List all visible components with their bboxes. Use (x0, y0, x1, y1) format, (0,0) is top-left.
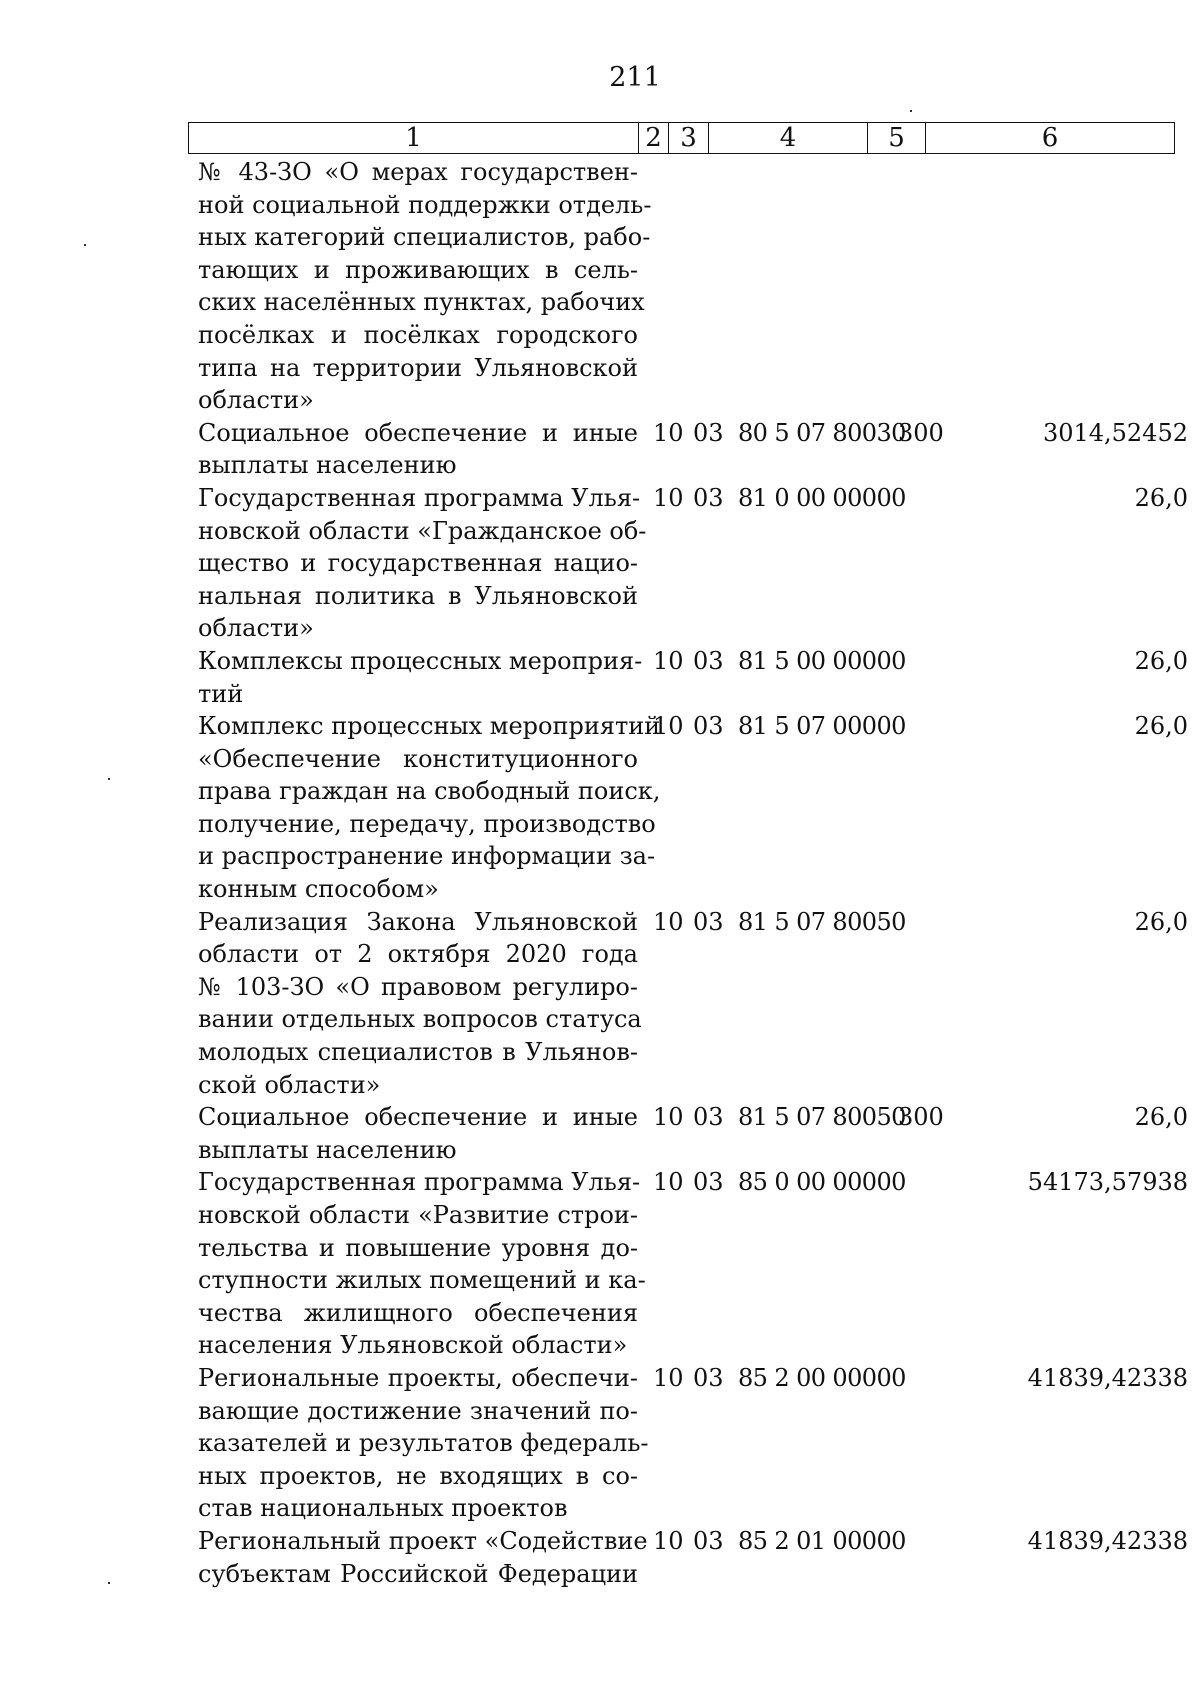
row-description-line: став национальных проектов (198, 1494, 568, 1523)
row-description-line: № 103-ЗО «О правовом регулиро- (198, 972, 638, 1001)
row-description (198, 645, 643, 710)
row-description-line: тающих и проживающих в сель- (198, 255, 638, 284)
table-row (198, 1525, 1188, 1590)
row-description-line: Региональные проекты, обеспечи- (198, 1363, 638, 1392)
row-description (198, 1101, 638, 1166)
scan-speck (108, 1582, 110, 1584)
table-row (198, 156, 1188, 417)
row-description (198, 906, 642, 1102)
page-number: 211 (609, 62, 661, 93)
column-header-6: 6 (926, 123, 1175, 154)
amount: 26,0 (1134, 483, 1188, 512)
row-description-line: Комплексы процессных мероприя- (198, 646, 643, 675)
section-code: 10 (653, 1103, 684, 1132)
row-description-line: казателей и результатов федераль- (198, 1429, 649, 1458)
section-code: 10 (653, 907, 684, 936)
section-code: 10 (653, 418, 684, 447)
section-code: 10 (653, 1363, 684, 1392)
row-description-line: Государственная программа Улья- (198, 1168, 641, 1197)
subsection-code: 03 (693, 1103, 724, 1132)
subsection-code: 03 (693, 646, 724, 675)
row-description-line: Комплекс процессных мероприятий (198, 712, 661, 741)
subsection-code: 03 (693, 483, 724, 512)
row-description (198, 710, 661, 906)
scan-speck (910, 110, 912, 112)
scan-speck (84, 244, 86, 246)
row-description (198, 1166, 646, 1362)
row-description (198, 417, 638, 482)
row-description-line: конным способом» (198, 875, 439, 904)
row-description-line: ступности жилых помещений и ка- (198, 1266, 646, 1295)
row-description-line: области» (198, 386, 314, 415)
row-description (198, 156, 652, 417)
row-description-line: № 43-ЗО «О мерах государствен- (198, 158, 638, 186)
amount: 26,0 (1134, 907, 1188, 936)
section-code: 10 (653, 712, 684, 741)
row-description-line: молодых специалистов в Ульянов- (198, 1038, 638, 1067)
column-header-5: 5 (868, 123, 926, 154)
section-code: 10 (653, 483, 684, 512)
subsection-code: 03 (693, 712, 724, 741)
row-description-line: щество и государственная нацио- (198, 549, 638, 578)
row-description-line: права граждан на свободный поиск, (198, 777, 661, 806)
subsection-code: 03 (693, 1363, 724, 1392)
table-row (198, 482, 1188, 645)
row-description-line: ских населённых пунктах, рабочих (198, 288, 645, 317)
row-description-line: выплаты населению (198, 1135, 457, 1164)
amount: 26,0 (1134, 1103, 1188, 1132)
row-description-line: Реализация Закона Ульяновской (198, 907, 638, 936)
row-description-line: вании отдельных вопросов статуса (198, 1005, 642, 1034)
amount: 41839,42338 (1027, 1526, 1188, 1555)
column-header-table (188, 122, 1175, 154)
subsection-code: 03 (693, 418, 724, 447)
row-description-line: получение, передачу, производство (198, 809, 656, 838)
section-code: 10 (653, 1168, 684, 1197)
target-article-code: 81 5 00 00000 (738, 646, 906, 675)
section-code: 10 (653, 1526, 684, 1555)
row-description-line: тельства и повышение уровня до- (198, 1233, 638, 1262)
target-article-code: 85 2 00 00000 (738, 1363, 906, 1392)
subsection-code: 03 (693, 1168, 724, 1197)
row-description-line: выплаты населению (198, 451, 457, 480)
target-article-code: 85 0 00 00000 (738, 1168, 906, 1197)
subsection-code: 03 (693, 1526, 724, 1555)
column-header-row (189, 123, 1175, 154)
row-description-line: «Обеспечение конституционного (198, 744, 638, 773)
scan-speck (108, 778, 110, 780)
row-description-line: Региональный проект «Содействие (198, 1526, 648, 1555)
row-description-line: вающие достижение значений по- (198, 1396, 638, 1425)
table-row (198, 1166, 1188, 1362)
row-description-line: чества жилищного обеспечения (198, 1298, 638, 1327)
row-description (198, 482, 647, 645)
expense-type-code: 300 (898, 418, 944, 447)
row-description-line: тий (198, 679, 244, 708)
row-description-line: населения Ульяновской области» (198, 1331, 628, 1360)
row-description-line: и распространение информации за- (198, 842, 656, 871)
row-description-line: типа на территории Ульяновской (198, 353, 638, 382)
row-description-line: нальная политика в Ульяновской (198, 581, 638, 610)
table-row (198, 1101, 1188, 1166)
target-article-code: 81 5 07 80050 (738, 907, 906, 936)
row-description-line: ской области» (198, 1070, 381, 1099)
row-description-line: ных категорий специалистов, рабо- (198, 223, 651, 252)
row-description-line: новской области «Развитие строи- (198, 1201, 638, 1229)
row-description-line: Социальное обеспечение и иные (198, 1103, 638, 1132)
table-row (198, 906, 1188, 1102)
row-description-line: субъектам Российской Федерации (198, 1559, 638, 1588)
section-code: 10 (653, 646, 684, 675)
target-article-code: 81 5 07 00000 (738, 712, 906, 741)
amount: 26,0 (1134, 646, 1188, 675)
row-description-line: посёлках и посёлках городского (198, 320, 638, 349)
amount: 41839,42338 (1027, 1363, 1188, 1392)
column-header-2: 2 (639, 123, 669, 154)
table-row (198, 1362, 1188, 1525)
column-header-3: 3 (669, 123, 709, 154)
row-description-line: Социальное обеспечение и иные (198, 418, 638, 447)
row-description-line: ной социальной поддержки отдель- (198, 190, 652, 219)
expense-type-code: 300 (898, 1103, 944, 1132)
target-article-code: 80 5 07 80030 (738, 418, 906, 447)
table-row (198, 710, 1188, 906)
row-description-line: новской области «Гражданское об- (198, 516, 647, 545)
target-article-code: 81 5 07 80050 (738, 1103, 906, 1132)
budget-table-body (198, 156, 1188, 1590)
row-description (198, 1525, 648, 1590)
target-article-code: 81 0 00 00000 (738, 483, 906, 512)
row-description-line: области от 2 октября 2020 года (198, 940, 638, 969)
row-description-line: ных проектов, не входящих в со- (198, 1461, 638, 1490)
row-description-line: области» (198, 614, 314, 643)
amount: 54173,57938 (1027, 1168, 1188, 1197)
column-header-4: 4 (709, 123, 868, 154)
table-row (198, 645, 1188, 710)
row-description (198, 1362, 649, 1525)
amount: 3014,52452 (1042, 418, 1188, 447)
amount: 26,0 (1134, 712, 1188, 741)
target-article-code: 85 2 01 00000 (738, 1526, 906, 1555)
row-description-line: Государственная программа Улья- (198, 483, 641, 512)
table-row (198, 417, 1188, 482)
column-header-1: 1 (189, 123, 639, 154)
subsection-code: 03 (693, 907, 724, 936)
